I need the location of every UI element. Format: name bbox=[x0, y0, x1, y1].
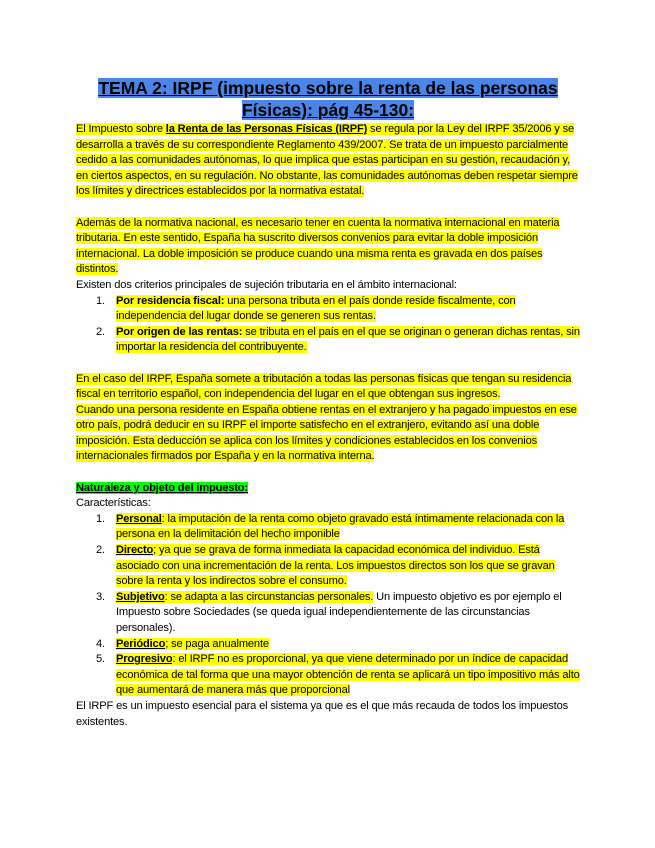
criteria-text: se tributa en el país en el que se originan o generan dichas rentas, sin importar la residencia del contribuyente. bbox=[116, 325, 580, 354]
characteristics-label bbox=[76, 496, 580, 512]
criteria-list bbox=[76, 294, 580, 356]
international-paragraph bbox=[76, 216, 580, 278]
characteristic-text: : la imputación de la renta como objeto gravado está íntimamente relacionada con la persona en la delimitación del hecho imponible bbox=[116, 512, 565, 541]
list-number: 2. bbox=[96, 325, 105, 338]
list-item bbox=[76, 294, 580, 325]
intro-paragraph bbox=[76, 122, 580, 200]
intro-pre: El Impuesto sobre bbox=[76, 123, 166, 135]
characteristic-extra: Un impuesto objetivo es por ejemplo el Impuesto sobre Sociedades (se queda igual independientemente de las circunstancias personales). bbox=[116, 590, 562, 634]
spain-paragraph-2 bbox=[76, 403, 580, 465]
characteristic-text: : el IRPF no es proporcional, ya que viene determinado por un índice de capacidad económica de tal forma que una mayor obtención de renta se aplicará un tipo impositivo más alto que aumentará de manera más que proporcional bbox=[116, 653, 580, 697]
list-item bbox=[76, 543, 580, 590]
section-heading bbox=[76, 481, 580, 497]
characteristic-term: Subjetivo bbox=[116, 590, 165, 603]
characteristic-text: ; se paga anualmente bbox=[165, 637, 269, 650]
list-number: 4. bbox=[96, 637, 105, 650]
spain-paragraph-1 bbox=[76, 372, 580, 403]
list-number: 5. bbox=[96, 653, 105, 666]
list-item bbox=[76, 590, 580, 637]
list-item bbox=[76, 652, 580, 699]
criteria-intro-text: Existen dos criterios principales de sujeción tributaria en el ámbito internacional: bbox=[76, 278, 457, 291]
closing-text: El IRPF es un impuesto esencial para el sistema ya que es el que más recauda de todos los impuestos existentes. bbox=[76, 699, 569, 728]
list-number: 3. bbox=[96, 590, 105, 603]
characteristic-term: Progresivo bbox=[116, 653, 173, 666]
characteristic-text: : se adapta a las circunstancias personales. bbox=[164, 590, 374, 603]
list-number: 1. bbox=[96, 294, 105, 307]
characteristics-label-text: Características: bbox=[76, 497, 151, 510]
closing-paragraph bbox=[76, 699, 580, 730]
spain-text-1: En el caso del IRPF, España somete a tributación a todas las personas físicas que tengan su residencia fiscal en territorio español, con independencia del lugar en el que obtengan sus ingresos. bbox=[76, 372, 572, 401]
document-body bbox=[76, 122, 580, 730]
characteristic-term: Personal bbox=[116, 512, 162, 525]
list-number: 2. bbox=[96, 544, 105, 557]
criteria-text: una persona tributa en el país donde reside fiscalmente, con independencia del lugar donde se generen sus rentas. bbox=[116, 294, 516, 323]
section-heading-text: Naturaleza y objeto del impuesto: bbox=[76, 481, 248, 494]
list-item bbox=[76, 325, 580, 356]
characteristics-list bbox=[76, 512, 580, 699]
list-item bbox=[76, 512, 580, 543]
criteria-term: Por origen de las rentas: bbox=[116, 325, 243, 338]
spain-text-2: Cuando una persona residente en España obtiene rentas en el extranjero y ha pagado impuestos en ese otro país, podrá deducir en su IRPF el importe satisfecho en el extranjero, evitando así una doble imposición. Esta deducción se aplica con los límites y condiciones establecidos en los convenios internacionales firmados por España y en la normativa interna. bbox=[76, 403, 577, 463]
page-title bbox=[76, 77, 580, 121]
characteristic-text: ; ya que se grava de forma inmediata la capacidad económica del individuo. Está asociado con una incrementación de la renta. Los impuestos directos son los que se gravan sobre la renta y los indirectos sobre el consumo. bbox=[116, 544, 555, 588]
list-number: 1. bbox=[96, 512, 105, 525]
list-item bbox=[76, 637, 580, 653]
international-text: Además de la normativa nacional, es necesario tener en cuenta la normativa internacional en materia tributaria. En este sentido, España ha suscrito diversos convenios para evitar la doble imposición internacional. La doble imposición se produce cuando una misma renta es gravada en dos países distintos. bbox=[76, 216, 560, 276]
intro-bold: la Renta de las Personas Físicas (IRPF) bbox=[165, 123, 368, 135]
criteria-intro bbox=[76, 278, 580, 294]
characteristic-term: Directo bbox=[116, 544, 154, 557]
criteria-term: Por residencia fiscal: bbox=[116, 294, 225, 307]
characteristic-term: Periódico bbox=[116, 637, 166, 650]
intro-post: se regula por la Ley del IRPF 35/2006 y se desarrolla a través de su correspondiente Reglamento 439/2007. Se trata de un impuesto parcialmente cedido a las comunidades autónomas, lo que implica que estas participan en su gestión, recaudación y, en ciertos aspectos, en su regulación. No obstante, las comunidades autónomas deben respetar siempre los límites y directrices establecidos por la normativa estatal. bbox=[76, 123, 578, 198]
title-text: TEMA 2: IRPF (impuesto sobre la renta de las personas Físicas): pág 45-130: bbox=[98, 78, 558, 120]
